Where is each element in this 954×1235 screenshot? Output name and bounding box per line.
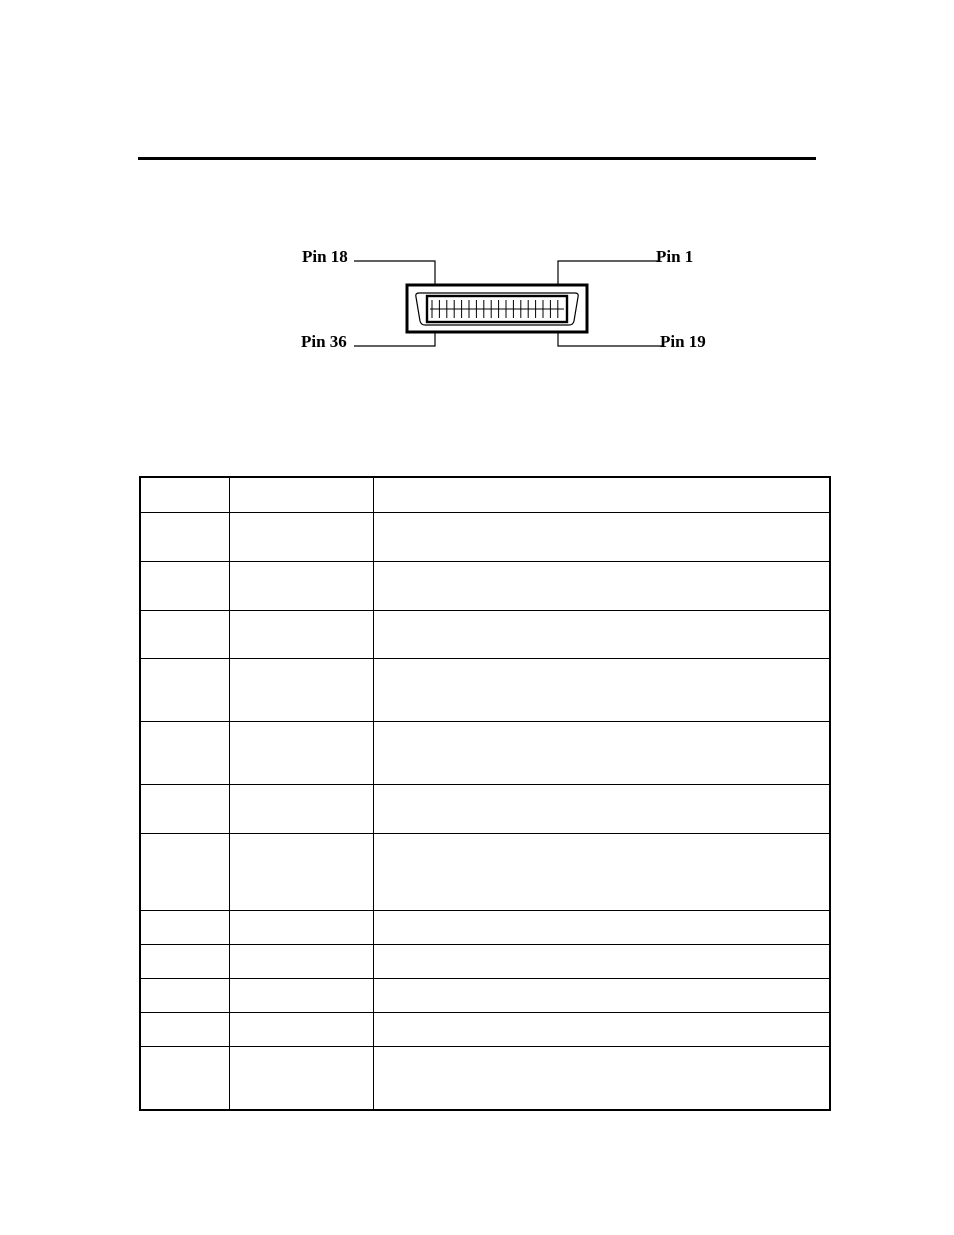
table-row bbox=[141, 610, 829, 658]
pin-cell bbox=[141, 1012, 229, 1046]
pin-cell bbox=[141, 658, 229, 721]
pin-cell bbox=[141, 512, 229, 561]
table-row bbox=[141, 658, 829, 721]
description-cell bbox=[373, 910, 829, 944]
signal-cell bbox=[229, 978, 373, 1012]
table-row bbox=[141, 784, 829, 833]
table-row bbox=[141, 910, 829, 944]
signal-cell bbox=[229, 721, 373, 784]
signal-cell bbox=[229, 658, 373, 721]
description-cell bbox=[373, 1046, 829, 1110]
pin-cell bbox=[141, 1046, 229, 1110]
description-cell bbox=[373, 944, 829, 978]
signal-cell bbox=[229, 478, 373, 512]
signal-cell bbox=[229, 1046, 373, 1110]
pin-36-label: Pin 36 bbox=[301, 332, 347, 351]
description-cell bbox=[373, 1012, 829, 1046]
pin-cell bbox=[141, 610, 229, 658]
description-cell bbox=[373, 784, 829, 833]
connector-diagram bbox=[290, 238, 730, 358]
table-row bbox=[141, 978, 829, 1012]
table-row bbox=[141, 512, 829, 561]
description-cell bbox=[373, 721, 829, 784]
pin-cell bbox=[141, 561, 229, 610]
description-cell bbox=[373, 610, 829, 658]
signal-cell bbox=[229, 833, 373, 910]
pin-18-label: Pin 18 bbox=[302, 247, 348, 266]
signal-cell bbox=[229, 610, 373, 658]
table-row bbox=[141, 721, 829, 784]
header-rule bbox=[138, 157, 816, 160]
description-cell bbox=[373, 978, 829, 1012]
description-cell bbox=[373, 512, 829, 561]
pin-1-label: Pin 1 bbox=[656, 247, 694, 266]
table-row bbox=[141, 1012, 829, 1046]
table-row bbox=[141, 561, 829, 610]
table-row bbox=[141, 944, 829, 978]
description-cell bbox=[373, 478, 829, 512]
pin-cell bbox=[141, 978, 229, 1012]
pin-cell bbox=[141, 833, 229, 910]
signal-cell bbox=[229, 910, 373, 944]
pin-cell bbox=[141, 944, 229, 978]
pin-cell bbox=[141, 910, 229, 944]
signal-cell bbox=[229, 944, 373, 978]
signal-cell bbox=[229, 561, 373, 610]
pin-cell bbox=[141, 478, 229, 512]
signal-cell bbox=[229, 1012, 373, 1046]
pin-assignment-table bbox=[139, 476, 831, 1111]
pin-cell bbox=[141, 721, 229, 784]
description-cell bbox=[373, 658, 829, 721]
table-row bbox=[141, 833, 829, 910]
signal-cell bbox=[229, 512, 373, 561]
pin-cell bbox=[141, 784, 229, 833]
description-cell bbox=[373, 833, 829, 910]
table-row bbox=[141, 1046, 829, 1110]
table-row bbox=[141, 478, 829, 512]
signal-cell bbox=[229, 784, 373, 833]
description-cell bbox=[373, 561, 829, 610]
pin-19-label: Pin 19 bbox=[660, 332, 706, 351]
